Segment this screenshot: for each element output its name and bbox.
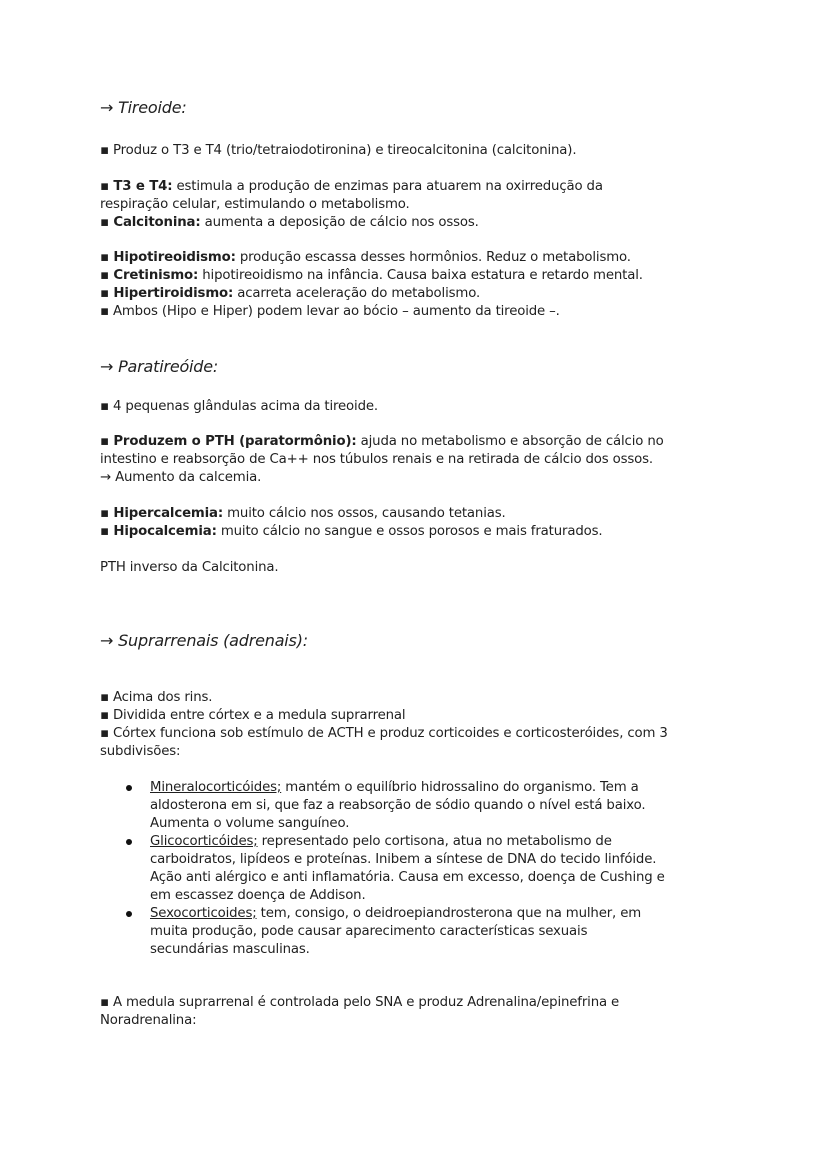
list-item-mineralocorticoides: Mineralocorticóides; mantém o equilíbrio hidrossalino do organismo. Tem a aldosterona em si, que faz a reabsorção de sódio quando o nível está baixo. Aumenta o volume sanguíneo. — [122, 779, 732, 833]
list-item-glicocorticoides: Glicocorticóides; representado pelo cortisona, atua no metabolismo de carboidratos, lipídeos e proteínas. Inibem a síntese de DNA do tecido linfóide. Ação anti alérgico e anti inflamatória. Causa em excesso, doença de Cushing e em escassez doença de Addison. — [122, 833, 732, 905]
section-heading-tireoide: → Tireoide: — [100, 98, 187, 117]
list-item-sexocorticoides: Sexocorticoides; tem, consigo, o deidroepiandrosterona que na mulher, em muita produção, pode causar aparecimento características sexuais secundárias masculinas. — [122, 905, 732, 959]
disorder-line: ▪ Cretinismo: hipotireoidismo na infância. Causa baixa estatura e retardo mental. — [100, 268, 643, 283]
disorder-line: ▪ Hipotireoidismo: produção escassa desses hormônios. Reduz o metabolismo. — [100, 250, 631, 265]
paratireoide-intro: ▪ 4 pequenas glândulas acima da tireoide. — [100, 399, 378, 414]
tireoide-disorders — [100, 249, 740, 321]
section-heading-paratireoide: → Paratireóide: — [100, 357, 219, 376]
tireoide-intro: ▪ Produz o T3 e T4 (trio/tetraiodotironina) e tireocalcitonina (calcitonina). — [100, 143, 577, 158]
suprarrenais-intro: ▪ Acima dos rins. ▪ Dividida entre córtex e a medula suprarrenal ▪ Córtex funciona sob estímulo de ACTH e produz corticoides e corticosteróides, com 3 subdivisões: — [100, 690, 668, 759]
disorder-line: ▪ Ambos (Hipo e Hiper) podem levar ao bócio – aumento da tireoide –. — [100, 304, 560, 319]
paratireoide-disorders: ▪ Hipercalcemia: muito cálcio nos ossos, causando tetanias. ▪ Hipocalcemia: muito cálcio no sangue e ossos porosos e mais fraturados. — [100, 506, 603, 539]
section-heading-suprarrenais: → Suprarrenais (adrenais): — [100, 631, 308, 650]
bullet-icon — [126, 911, 132, 917]
suprarrenais-medula: ▪ A medula suprarrenal é controlada pelo SNA e produz Adrenalina/epinefrina e Noradrenalina: — [100, 995, 620, 1028]
bullet-icon — [126, 785, 132, 791]
disorder-line: ▪ Hipertiroidismo: acarreta aceleração do metabolismo. — [100, 286, 481, 301]
tireoide-hormones: ▪ T3 e T4: estimula a produção de enzimas para atuarem na oxirredução da respiração celular, estimulando o metabolismo. ▪ Calcitonina: aumenta a deposição de cálcio nos ossos. — [100, 179, 603, 230]
paratireoide-pth: ▪ Produzem o PTH (paratormônio): ajuda no metabolismo e absorção de cálcio no intestino e reabsorção de Ca++ nos túbulos renais e na retirada de cálcio dos ossos. → Aumento da calcemia. — [100, 434, 664, 485]
corticoid-subdivisions-list — [122, 779, 732, 959]
paratireoide-note: PTH inverso da Calcitonina. — [100, 560, 279, 575]
bullet-icon — [126, 839, 132, 845]
